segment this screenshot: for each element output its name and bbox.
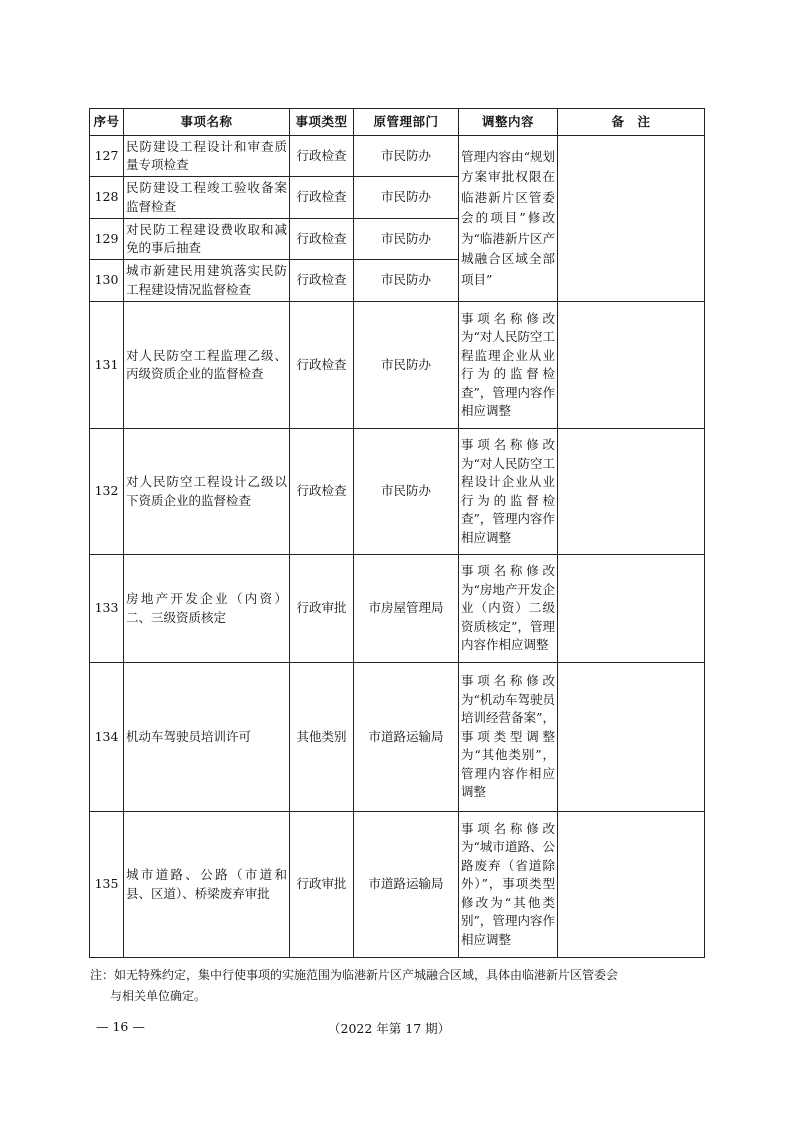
row-item-name: 民防建设工程设计和审查质量专项检查	[124, 136, 290, 177]
header-adjustment: 调整内容	[459, 109, 558, 136]
row-remarks-merged	[558, 136, 705, 302]
items-table	[89, 108, 705, 958]
row-item-type: 行政检查	[290, 177, 354, 219]
row-item-type: 行政审批	[290, 812, 354, 958]
row-item-type: 行政检查	[290, 429, 354, 555]
page-number: — 16 —	[96, 1019, 145, 1034]
table-header-row	[90, 109, 705, 136]
row-seq: 135	[90, 812, 124, 958]
row-remarks	[558, 812, 705, 958]
row-dept: 市民防办	[354, 136, 459, 177]
row-seq: 132	[90, 429, 124, 555]
footnote-line-1: 注：如无特殊约定，集中行使事项的实施范围为临港新片区产城融合区域，具体由临港新片区管委会	[90, 968, 619, 982]
issue-label: （2022 年第 17 期）	[328, 1021, 451, 1036]
row-remarks	[558, 429, 705, 555]
row-item-name: 对人民防空工程设计乙级以下资质企业的监督检查	[124, 429, 290, 555]
header-item-type: 事项类型	[290, 109, 354, 136]
row-dept: 市民防办	[354, 260, 459, 302]
row-item-name: 房地产开发企业（内资）二、三级资质核定	[124, 555, 290, 663]
header-item-name: 事项名称	[124, 109, 290, 136]
row-dept: 市房屋管理局	[354, 555, 459, 663]
row-item-type: 行政检查	[290, 302, 354, 429]
row-seq: 130	[90, 260, 124, 302]
row-remarks	[558, 663, 705, 812]
row-seq: 128	[90, 177, 124, 219]
table-row	[90, 136, 705, 177]
row-item-name: 机动车驾驶员培训许可	[124, 663, 290, 812]
header-remarks: 备 注	[558, 109, 705, 136]
table-row	[90, 429, 705, 555]
row-adjustment: 事项名称修改为“对人民防空工程监理企业从业行为的监督检查”，管理内容作相应调整	[459, 302, 558, 429]
row-seq: 127	[90, 136, 124, 177]
row-adjustment: 事项名称修改为“机动车驾驶员培训经营备案”，事项类型调整为“其他类别”，管理内容作相应调整	[459, 663, 558, 812]
row-dept: 市道路运输局	[354, 663, 459, 812]
header-seq: 序号	[90, 109, 124, 136]
row-dept: 市民防办	[354, 429, 459, 555]
row-remarks	[558, 555, 705, 663]
footnote	[90, 965, 710, 1007]
footnote-line-2: 与相关单位确定。	[110, 989, 207, 1003]
row-item-name: 对民防工程建设费收取和减免的事后抽查	[124, 219, 290, 260]
row-item-name: 对人民防空工程监理乙级、丙级资质企业的监督检查	[124, 302, 290, 429]
header-original-dept: 原管理部门	[354, 109, 459, 136]
row-adjustment: 事项名称修改为“对人民防空工程设计企业从业行为的监督检查”，管理内容作相应调整	[459, 429, 558, 555]
row-adjustment: 事项名称修改为“城市道路、公路废弃（省道除外）”，事项类型修改为“其他类别”，管理内容作相应调整	[459, 812, 558, 958]
row-item-type: 行政检查	[290, 260, 354, 302]
row-item-type: 行政检查	[290, 136, 354, 177]
row-dept: 市道路运输局	[354, 812, 459, 958]
row-item-type: 行政检查	[290, 219, 354, 260]
row-adjustment: 事项名称修改为“房地产开发企业（内资）二级资质核定”，管理内容作相应调整	[459, 555, 558, 663]
row-seq: 129	[90, 219, 124, 260]
row-dept: 市民防办	[354, 219, 459, 260]
row-item-type: 行政审批	[290, 555, 354, 663]
row-adjustment-merged: 管理内容由“规划方案审批权限在临港新片区管委会的项目”修改为“临港新片区产城融合区域全部项目”	[459, 136, 558, 302]
row-seq: 134	[90, 663, 124, 812]
row-seq: 133	[90, 555, 124, 663]
table-row	[90, 302, 705, 429]
row-seq: 131	[90, 302, 124, 429]
table-row	[90, 812, 705, 958]
row-item-name: 城市新建民用建筑落实民防工程建设情况监督检查	[124, 260, 290, 302]
table-row	[90, 555, 705, 663]
table-row	[90, 663, 705, 812]
row-item-name: 城市道路、公路（市道和县、区道）、桥梁废弃审批	[124, 812, 290, 958]
row-remarks	[558, 302, 705, 429]
row-dept: 市民防办	[354, 302, 459, 429]
row-item-name: 民防建设工程竣工验收备案监督检查	[124, 177, 290, 219]
row-item-type: 其他类别	[290, 663, 354, 812]
row-dept: 市民防办	[354, 177, 459, 219]
